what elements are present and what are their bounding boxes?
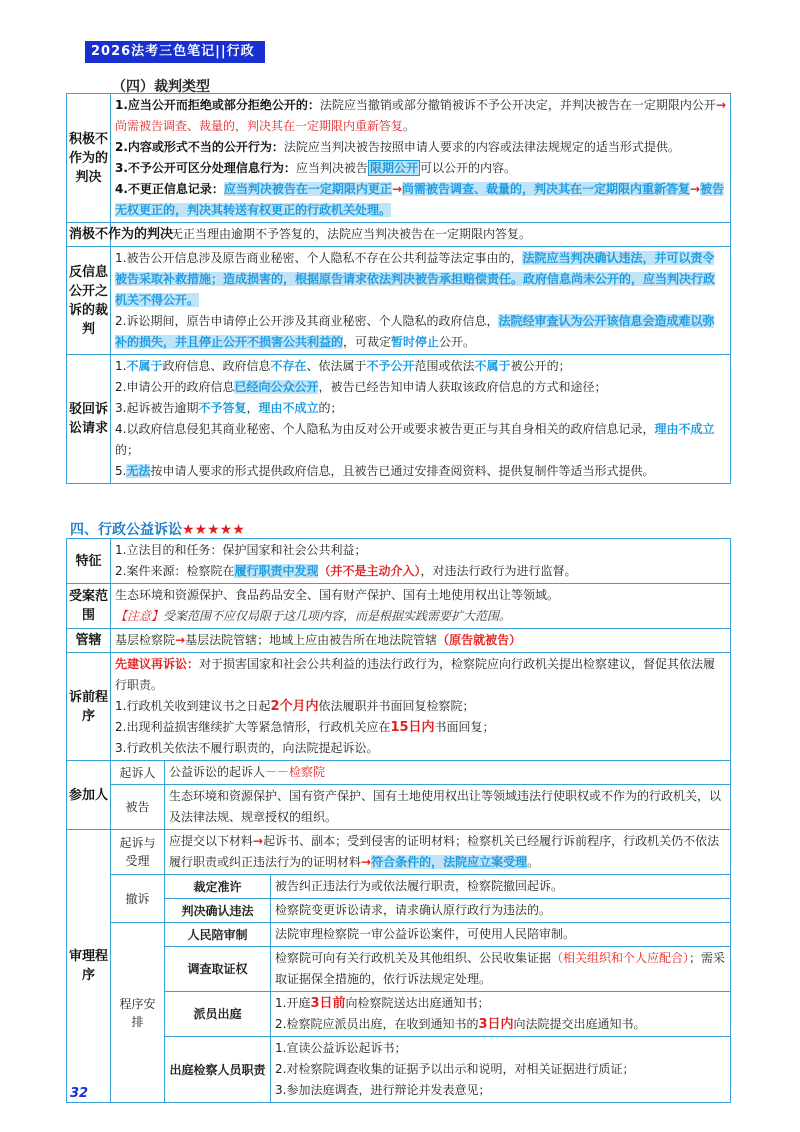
table-row — [67, 94, 731, 223]
dispatch-label: 派员出庭 — [165, 992, 271, 1037]
row-label-passive: 消极不作为的判决 — [67, 223, 111, 247]
table-row — [67, 992, 731, 1037]
rating-stars: ★★★★★ — [182, 522, 245, 538]
table-row — [67, 923, 731, 947]
header-banner: 2026法考三色笔记||行政 — [85, 41, 265, 63]
table-row — [67, 223, 731, 247]
evidence-content: 检察院可向有关行政机关及其他组织、公民收集证据（相关组织和个人应配合）；需采取证据保全措施的，依行诉法规定处理。 — [271, 947, 731, 992]
row-content-scope: 生态环境和资源保护、食品药品安全、国有财产保护、国有土地使用权出让等领域。 【注意】受案范围不应仅局限于这几项内容，而是根据实践需要扩大范围。 — [111, 584, 731, 629]
filing-label: 起诉与受理 — [111, 830, 165, 875]
row-content-jurisdiction: 基层检察院→基层法院管辖；地域上应由被告所在地法院管辖（原告就被告） — [111, 629, 731, 653]
table-row — [67, 653, 731, 761]
page-number: 32 — [70, 1086, 89, 1101]
table-row — [67, 830, 731, 875]
dispatch-content: 1.开庭3日前向检察院送达出庭通知书； 2.检察院应派员出庭，在收到通知书的3日内向法院提交出庭通知书。 — [271, 992, 731, 1037]
table-row — [67, 1037, 731, 1103]
table-row — [67, 355, 731, 484]
row-content-pre-procedure: 先建议再诉讼：对于损害国家和社会公共利益的违法行政行为，检察院应向行政机关提出检察建议，督促其依法履行职责。 1.行政机关收到建议书之日起2个月内依法履职并书面回复检察院； 2.出现利益损害继续扩大等紧急情形，行政机关应在15日内书面回复； 3.行政机关依法不履行职责的，向法院提起诉讼。 — [111, 653, 731, 761]
judgment-types-table — [66, 93, 731, 484]
table-row — [67, 947, 731, 992]
evidence-label: 调查取证权 — [165, 947, 271, 992]
defendant-content: 生态环境和资源保护、国有资产保护、国有土地使用权出让等领域违法行使职权或不作为的行政机关，以及法律法规、规章授权的组织。 — [165, 785, 731, 830]
row-label-feature: 特征 — [67, 539, 111, 584]
row-label-scope: 受案范围 — [67, 584, 111, 629]
row-content-reverse: 1.被告公开信息涉及原告商业秘密、个人隐私不存在公共利益等法定事由的，法院应当判决确认违法，并可以责令被告采取补救措施；造成损害的，根据原告请求依法判决被告承担赔偿责任。政府信息尚未公开的，应当判决行政机关不得公开。 2.诉讼期间，原告申请停止公开涉及其商业秘密、个人隐私的政府信息，法院经审查认为公开该信息会造成难以弥补的损失，并且停止公开不损害公共利益的，可裁定暂时停止公开。 — [111, 247, 731, 355]
confirm-illegal-content: 检察院变更诉讼请求，请求确认原行政行为违法的。 — [271, 899, 731, 923]
defendant-label: 被告 — [111, 785, 165, 830]
row-label-trial: 审理程序 — [67, 830, 111, 1103]
row-label-reject: 驳回诉讼请求 — [67, 355, 111, 484]
arrangement-label: 程序安排 — [111, 923, 165, 1103]
table-row — [67, 629, 731, 653]
withdraw-ruling-content: 被告纠正违法行为或依法履行职责，检察院撤回起诉。 — [271, 875, 731, 899]
row-label-active: 积极不作为的判决 — [67, 94, 111, 223]
row-label-participants: 参加人 — [67, 761, 111, 830]
row-content-active: 1.应当公开而拒绝或部分拒绝公开的：法院应当撤销或部分撤销被诉不予公开决定，并判决被告在一定期限内公开→尚需被告调查、裁量的，判决其在一定期限内重新答复。 2.内容或形式不当的公开行为：法院应当判决被告按照申请人要求的内容或法律法规规定的适当形式提供。 3.不予公开可区分处理信息行为：应当判决被告 限期公开 可以公开的内容。 4.不更正信息记录：应当判决被告在一定期限内更正→尚需被告调查、裁量的，判决其在一定期限内重新答复→被告无权更正的，判决其转送有权更正的行政机关处理。 — [111, 94, 731, 223]
row-content-reject: 1.不属于政府信息、政府信息不存在、依法属于不予公开范围或依法不属于被公开的； 2.申请公开的政府信息已经向公众公开，被告已经告知申请人获取该政府信息的方式和途径； 3.起诉被告逾期不予答复，理由不成立的； 4.以政府信息侵犯其商业秘密、个人隐私为由反对公开或要求被告更正与其自身相关的政府信息记录，理由不成立的； 5.无法按申请人要求的形式提供政府信息，且被告已通过安排查阅资料、提供复制件等适当形式提供。 — [111, 355, 731, 484]
public-interest-table — [66, 538, 731, 1103]
plaintiff-label: 起诉人 — [111, 761, 165, 785]
row-label-pre-procedure: 诉前程序 — [67, 653, 111, 761]
table-row — [67, 539, 731, 584]
table-row — [67, 785, 731, 830]
row-label-jurisdiction: 管辖 — [67, 629, 111, 653]
row-content-passive: 无正当理由逾期不予答复的，法院应当判决被告在一定期限内答复。 — [111, 223, 731, 247]
section-title-judgment-types: （四）裁判类型 — [112, 79, 210, 95]
withdraw-ruling-label: 裁定准许 — [165, 875, 271, 899]
table-row — [67, 875, 731, 899]
withdraw-label: 撤诉 — [111, 875, 165, 923]
jury-content: 法院审理检察院一审公益诉讼案件，可使用人民陪审制。 — [271, 923, 731, 947]
row-content-feature: 1.立法目的和任务：保护国家和社会公共利益； 2.案件来源：检察院在履行职责中发现（并不是主动介入），对违法行政行为进行监督。 — [111, 539, 731, 584]
jury-label: 人民陪审制 — [165, 923, 271, 947]
filing-content: 应提交以下材料→起诉书、副本；受到侵害的证明材料；检察机关已经履行诉前程序，行政机关仍不依法履行职责或纠正违法行为的证明材料→符合条件的，法院应立案受理。 — [165, 830, 731, 875]
confirm-illegal-label: 判决确认违法 — [165, 899, 271, 923]
prosecutor-duty-label: 出庭检察人员职责 — [165, 1037, 271, 1103]
prosecutor-duty-content: 1.宣读公益诉讼起诉书； 2.对检察院调查收集的证据予以出示和说明，对相关证据进行质证； 3.参加法庭调查，进行辩论并发表意见； — [271, 1037, 731, 1103]
row-label-reverse: 反信息公开之诉的裁判 — [67, 247, 111, 355]
table-row — [67, 247, 731, 355]
section-title-public-interest: 四、行政公益诉讼★★★★★ — [70, 522, 245, 538]
table-row — [67, 584, 731, 629]
table-row — [67, 899, 731, 923]
plaintiff-content: 公益诉讼的起诉人－－检察院 — [165, 761, 731, 785]
table-row — [67, 761, 731, 785]
